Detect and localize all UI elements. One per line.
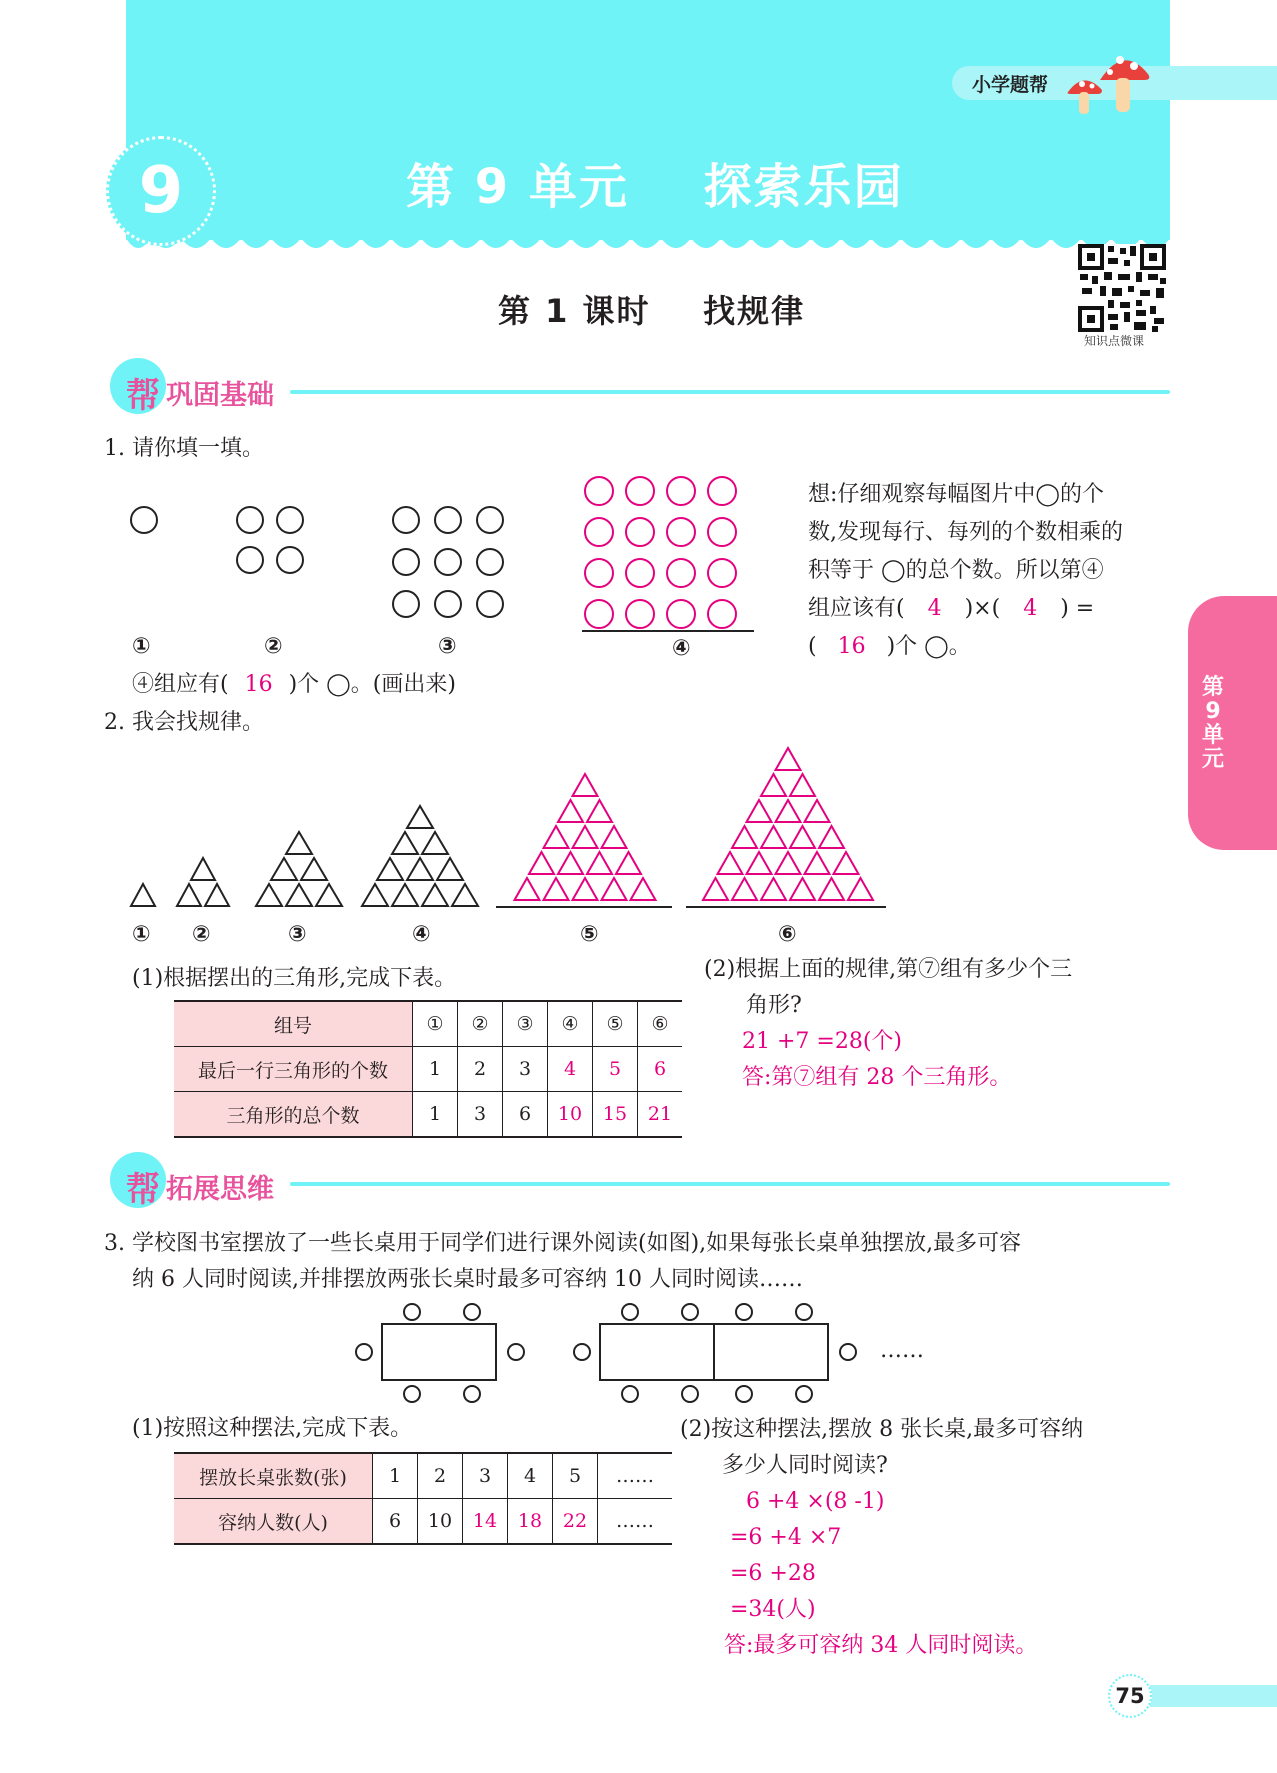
seat bbox=[622, 1386, 638, 1402]
q2-label-4: ④ bbox=[412, 922, 431, 947]
q3-calc-3[interactable]: =6 +28 bbox=[730, 1561, 816, 1586]
q2-table-header: ① bbox=[413, 1001, 458, 1047]
seat bbox=[840, 1344, 856, 1360]
q3-table-cell: 10 bbox=[418, 1499, 463, 1545]
q1-answer-post: )个 ◯。(画出来) bbox=[288, 672, 456, 697]
q2-part2-l1: (2)根据上面的规律,第⑦组有多少个三 bbox=[704, 957, 1073, 982]
q3-part2-l2: 多少人同时阅读? bbox=[722, 1453, 888, 1478]
q3-calc-4[interactable]: =34(人) bbox=[730, 1597, 816, 1622]
q2-table-header: ③ bbox=[503, 1001, 548, 1047]
section-title-basics: 巩固基础 bbox=[166, 380, 274, 411]
q3-table bbox=[174, 1452, 672, 1545]
seat bbox=[356, 1344, 372, 1360]
q3-table-cell: 3 bbox=[463, 1453, 508, 1499]
q3-table-cell: 5 bbox=[553, 1453, 598, 1499]
q2-label-5: ⑤ bbox=[580, 922, 599, 947]
q2-table-answer[interactable]: 6 bbox=[638, 1047, 683, 1092]
lesson-title: 第 1 课时 找规律 bbox=[498, 292, 806, 330]
q3-table-cell: …… bbox=[598, 1453, 673, 1499]
q1-hint-l4-post: ) = bbox=[1060, 596, 1095, 621]
q1-label-1: ① bbox=[132, 634, 151, 659]
q1-prompt: 1. 请你填一填。 bbox=[104, 436, 264, 461]
q2-part2-l2: 角形? bbox=[746, 993, 802, 1018]
q2-table-header: ⑤ bbox=[593, 1001, 638, 1047]
q3-calc-2[interactable]: =6 +4 ×7 bbox=[730, 1525, 842, 1550]
seat bbox=[574, 1344, 590, 1360]
seat bbox=[404, 1304, 420, 1320]
long-table bbox=[600, 1324, 714, 1380]
q2-prompt: 2. 我会找规律。 bbox=[104, 710, 264, 735]
q1-hint-l5-pre: ( bbox=[808, 634, 817, 659]
q3-table-answer[interactable]: 14 bbox=[463, 1499, 508, 1545]
q2-table-header: ⑥ bbox=[638, 1001, 683, 1047]
q2-table-cell: 1 bbox=[413, 1092, 458, 1138]
q3-calc-1[interactable]: 6 +4 ×(8 -1) bbox=[746, 1489, 885, 1514]
section-badge-char: 帮 bbox=[126, 1170, 160, 1210]
q2-table-cell: 1 bbox=[413, 1047, 458, 1092]
q2-table-header-group: 组号 bbox=[174, 1001, 413, 1047]
q1-hint-l3: 积等于 ◯的总个数。所以第④ bbox=[808, 558, 1104, 583]
long-table bbox=[382, 1324, 496, 1380]
q3-line1: 3. 学校图书室摆放了一些长桌用于同学们进行课外阅读(如图),如果每张长桌单独摆放,最多可容 bbox=[104, 1231, 1022, 1256]
q1-label-2: ② bbox=[264, 634, 283, 659]
q1-answer-value[interactable]: 16 bbox=[244, 672, 273, 697]
q2-table-cell: 6 bbox=[503, 1092, 548, 1138]
q2-part1: (1)根据摆出的三角形,完成下表。 bbox=[132, 966, 457, 991]
q3-line2: 纳 6 人同时阅读,并排摆放两张长桌时最多可容纳 10 人同时阅读…… bbox=[132, 1267, 803, 1292]
unit-number-badge: 9 bbox=[106, 136, 216, 246]
q2-table-row-label: 三角形的总个数 bbox=[174, 1092, 413, 1138]
q2-table-answer[interactable]: 4 bbox=[548, 1047, 593, 1092]
section-title-thinking: 拓展思维 bbox=[166, 1174, 274, 1205]
q3-table-cell: 4 bbox=[508, 1453, 553, 1499]
q3-table-answer[interactable]: 18 bbox=[508, 1499, 553, 1545]
q3-part2 bbox=[680, 1412, 1083, 1664]
q3-table-cell: 2 bbox=[418, 1453, 463, 1499]
seat bbox=[736, 1304, 752, 1320]
q2-label-6: ⑥ bbox=[778, 922, 797, 947]
q3-table-row-label: 容纳人数(人) bbox=[174, 1499, 373, 1545]
q2-label-1: ① bbox=[132, 922, 151, 947]
q1-hint-l4-pre: 组应该有( bbox=[808, 596, 905, 621]
q2-part2-answer[interactable]: 答:第⑦组有 28 个三角形。 bbox=[742, 1065, 1012, 1090]
q3-table-cell: 1 bbox=[373, 1453, 418, 1499]
q3-table-cell: 6 bbox=[373, 1499, 418, 1545]
q2-table-answer[interactable]: 5 bbox=[593, 1047, 638, 1092]
q1-hint-l2: 数,发现每行、每列的个数相乘的 bbox=[808, 520, 1123, 545]
q2-table-cell: 2 bbox=[458, 1047, 503, 1092]
q2-table-answer[interactable]: 21 bbox=[638, 1092, 683, 1138]
page-number: 75 bbox=[1108, 1674, 1152, 1718]
side-tab-text: 第9单元 bbox=[1201, 675, 1224, 772]
seat bbox=[464, 1386, 480, 1402]
q1-hint-a[interactable]: 4 bbox=[927, 596, 942, 621]
q3-table-row-label: 摆放长桌张数(张) bbox=[174, 1453, 373, 1499]
seat bbox=[682, 1386, 698, 1402]
q2-table-answer[interactable]: 15 bbox=[593, 1092, 638, 1138]
q3-table-cell: …… bbox=[598, 1499, 673, 1545]
q1-hint-mid: )×( bbox=[964, 596, 1001, 621]
long-table bbox=[714, 1324, 828, 1380]
q2-table-cell: 3 bbox=[458, 1092, 503, 1138]
seat bbox=[622, 1304, 638, 1320]
q2-label-2: ② bbox=[192, 922, 211, 947]
q2-table-row-label: 最后一行三角形的个数 bbox=[174, 1047, 413, 1092]
q3-answer[interactable]: 答:最多可容纳 34 人同时阅读。 bbox=[724, 1633, 1038, 1658]
q3-part1: (1)按照这种摆法,完成下表。 bbox=[132, 1416, 413, 1441]
section-badge-char: 帮 bbox=[126, 376, 160, 416]
brand-name: 小学题帮 bbox=[972, 74, 1049, 96]
seat bbox=[404, 1386, 420, 1402]
seat bbox=[796, 1304, 812, 1320]
q2-part2-calc[interactable]: 21 +7 =28(个) bbox=[742, 1029, 903, 1054]
q2-table-header: ② bbox=[458, 1001, 503, 1047]
seat bbox=[736, 1386, 752, 1402]
q1-hint-b[interactable]: 4 bbox=[1023, 596, 1038, 621]
q2-table-cell: 3 bbox=[503, 1047, 548, 1092]
q1-label-4: ④ bbox=[672, 636, 691, 661]
unit-title: 第 9 单元 探索乐园 bbox=[406, 159, 904, 215]
q3-part2-l1: (2)按这种摆法,摆放 8 张长桌,最多可容纳 bbox=[680, 1417, 1084, 1442]
table-row bbox=[174, 1453, 672, 1499]
q3-diagram-ellipsis: …… bbox=[880, 1338, 924, 1363]
q1-hint-l1: 想:仔细观察每幅图片中◯的个 bbox=[808, 482, 1105, 507]
seat bbox=[464, 1304, 480, 1320]
table-row bbox=[174, 1499, 672, 1545]
q1-hint-total[interactable]: 16 bbox=[837, 634, 866, 659]
q2-label-3: ③ bbox=[288, 922, 307, 947]
seat bbox=[682, 1304, 698, 1320]
q1-hint-l5-post: )个 ◯。 bbox=[886, 634, 971, 659]
q1-answer-pre: ④组应有( bbox=[132, 672, 229, 697]
q2-table-header: ④ bbox=[548, 1001, 593, 1047]
seat bbox=[508, 1344, 524, 1360]
seat bbox=[796, 1386, 812, 1402]
qr-caption: 知识点微课 bbox=[1084, 334, 1145, 348]
q3-table-answer[interactable]: 22 bbox=[553, 1499, 598, 1545]
q2-table-answer[interactable]: 10 bbox=[548, 1092, 593, 1138]
q1-label-3: ③ bbox=[438, 634, 457, 659]
